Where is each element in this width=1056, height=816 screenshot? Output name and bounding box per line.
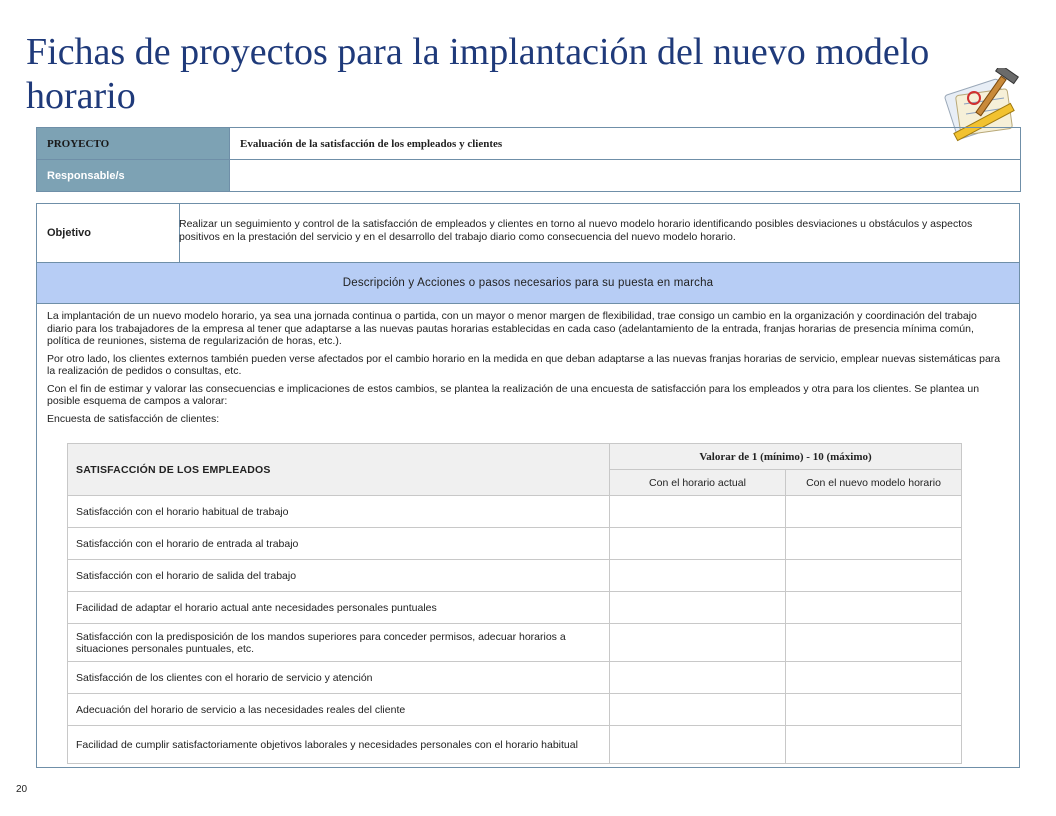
satisfaction-survey-table [67,443,962,764]
survey-item: Adecuación del horario de servicio a las necesidades reales del cliente [68,694,610,726]
survey-item: Facilidad de adaptar el horario actual ante necesidades personales puntuales [68,592,610,624]
responsable-label: Responsable/s [37,160,230,192]
proyecto-value: Evaluación de la satisfacción de los empleados y clientes [230,128,1021,160]
rating-nuevo-cell[interactable] [786,560,962,592]
rating-actual-cell[interactable] [610,624,786,662]
objetivo-text: Realizar un seguimiento y control de la satisfacción de empleados y clientes en torno al nuevo modelo horario identificando posibles desviaciones u obstáculos y aspectos positivos en la prestación del servicio y en el desarrollo del trabajo diario como consecuencia del nuevo modelo horario. [179,218,973,243]
table-row [68,496,962,528]
descripcion-paragraph: Encuesta de satisfacción de clientes: [47,412,220,425]
descripcion-paragraph: La implantación de un nuevo modelo horario, ya sea una jornada continua o partida, con un mayor o menor margen de flexibilidad, trae consigo un cambio en la organización y coordinación del trabajo diario para los trabajadores de la empresa al tener que adaptarse a las nuevas pautas horarias establecidas en cada caso (adelantamiento de la entrada, franjas horarias de presencia mínima común, política de reuniones, sistema de regularización de horas, etc.). [47,310,977,347]
table-row [68,726,962,764]
col-nuevo-modelo: Con el nuevo modelo horario [786,470,962,496]
rating-nuevo-cell[interactable] [786,528,962,560]
rating-actual-cell[interactable] [610,528,786,560]
table-row [68,624,962,662]
rating-actual-cell[interactable] [610,496,786,528]
responsable-value [230,160,1021,192]
page-number: 20 [16,784,28,795]
survey-item: Facilidad de cumplir satisfactoriamente objetivos laborales y necesidades personales con el horario habitual [68,726,610,764]
survey-item: Satisfacción con el horario habitual de trabajo [68,496,610,528]
rating-nuevo-cell[interactable] [786,694,962,726]
project-table [36,127,1021,192]
table-row [68,560,962,592]
survey-value-header: Valorar de 1 (mínimo) - 10 (máximo) [610,444,962,470]
objetivo-label: Objetivo [37,204,180,262]
survey-item: Satisfacción con el horario de entrada al trabajo [68,528,610,560]
descripcion-body [47,310,1002,430]
rating-actual-cell[interactable] [610,592,786,624]
survey-header: SATISFACCIÓN DE LOS EMPLEADOS [68,444,610,496]
rating-nuevo-cell[interactable] [786,726,962,764]
rating-actual-cell[interactable] [610,726,786,764]
table-row [68,592,962,624]
descripcion-paragraph: Con el fin de estimar y valorar las consecuencias e implicaciones de estos cambios, se plantea la realización de una encuesta de satisfacción para los empleados y otra para los clientes. Se plantea un posible esquema de campos a valorar: [47,382,980,407]
table-row [68,694,962,726]
survey-item: Satisfacción con el horario de salida del trabajo [68,560,610,592]
rating-actual-cell[interactable] [610,560,786,592]
survey-item: Satisfacción de los clientes con el horario de servicio y atención [68,662,610,694]
proyecto-label: PROYECTO [37,128,230,160]
rating-actual-cell[interactable] [610,694,786,726]
objetivo-row [37,204,1019,263]
page-title: Fichas de proyectos para la implantación del nuevo modelo horario [26,31,930,117]
rating-nuevo-cell[interactable] [786,496,962,528]
descripcion-header: Descripción y Acciones o pasos necesarios para su puesta en marcha [37,263,1019,304]
rating-actual-cell[interactable] [610,662,786,694]
rating-nuevo-cell[interactable] [786,662,962,694]
table-row [68,528,962,560]
rating-nuevo-cell[interactable] [786,592,962,624]
col-horario-actual: Con el horario actual [610,470,786,496]
table-row [68,662,962,694]
rating-nuevo-cell[interactable] [786,624,962,662]
survey-item: Satisfacción con la predisposición de los mandos superiores para conceder permisos, adecuar horarios a situaciones personales puntuales, etc. [68,624,610,662]
descripcion-paragraph: Por otro lado, los clientes externos también pueden verse afectados por el cambio horario en la medida en que deban adaptarse a las nuevas franjas horarias de servicio, emplear nuevas sistemáticas para la realización de pedidos o consultas, etc. [47,352,1001,377]
